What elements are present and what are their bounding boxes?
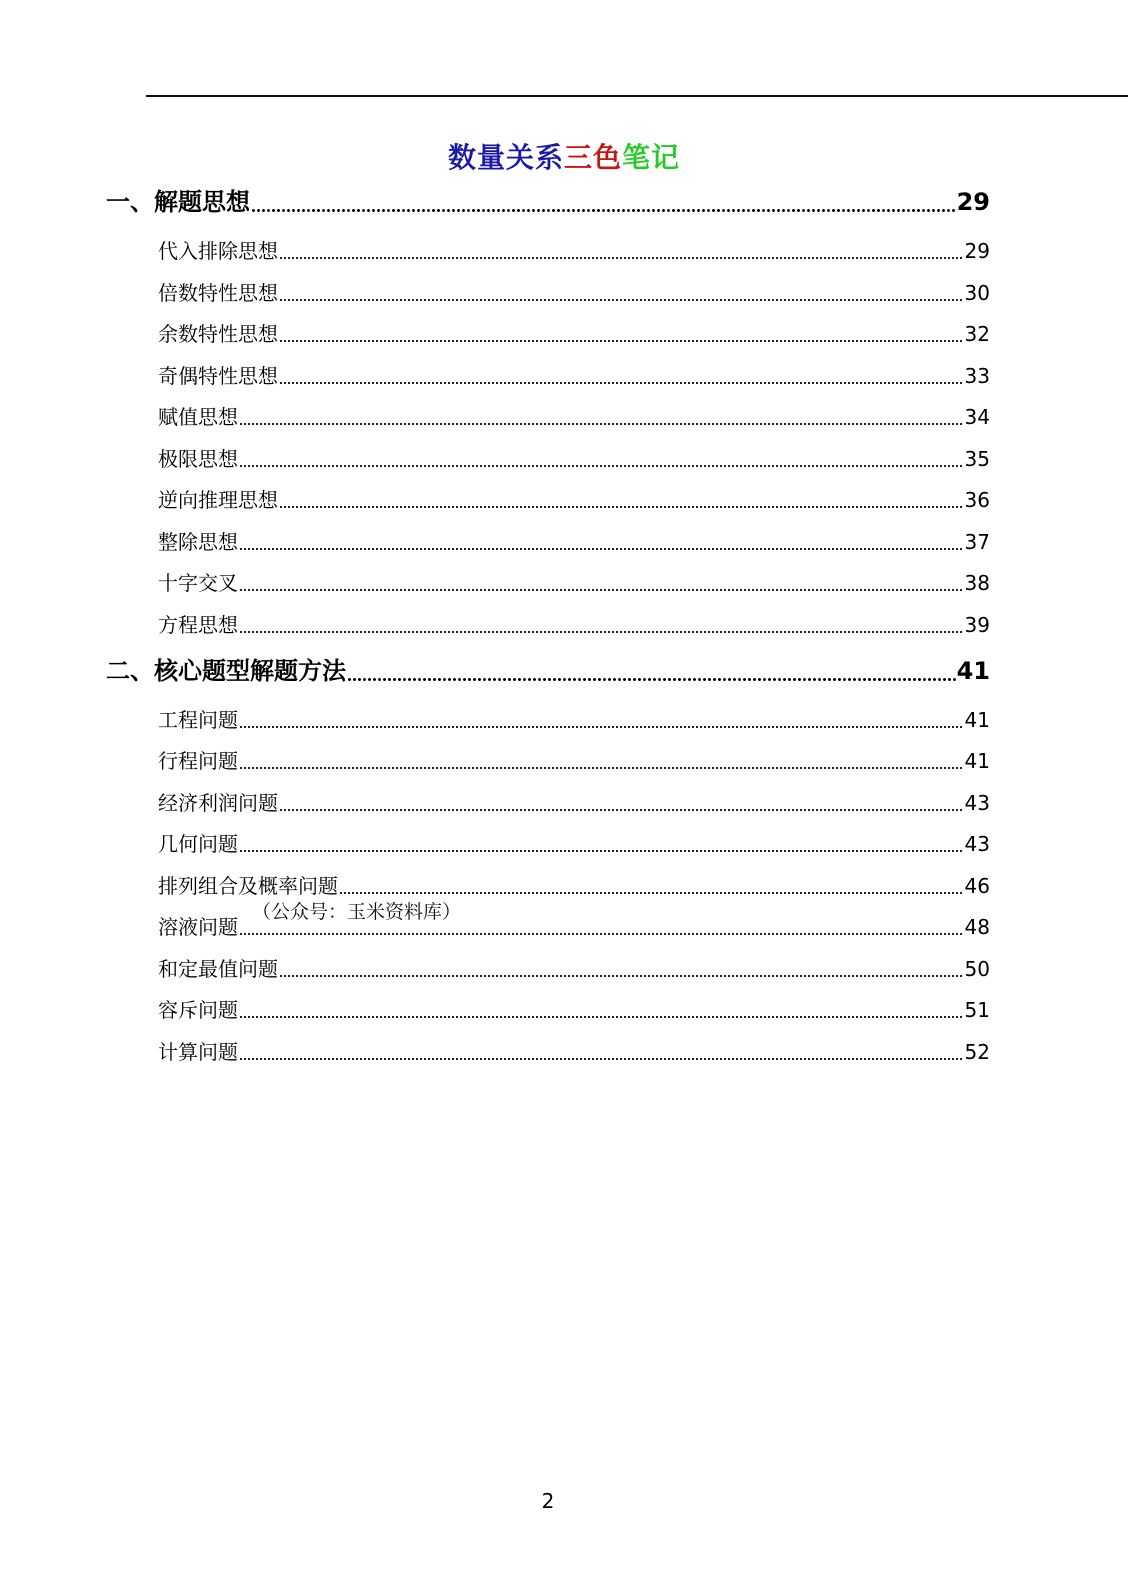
page-number: 2: [541, 1489, 555, 1513]
toc-entry-label: 极限思想: [158, 447, 238, 471]
dot-leader: [279, 505, 964, 509]
toc-entry-page: 35: [964, 447, 990, 471]
toc-entry[interactable]: [158, 236, 990, 266]
toc-entry[interactable]: [158, 568, 990, 598]
toc-entry[interactable]: [158, 361, 990, 391]
dot-leader: [279, 974, 964, 978]
toc-entry-label: 和定最值问题: [158, 957, 278, 981]
toc-entry[interactable]: [158, 995, 990, 1025]
document-title: [0, 138, 1128, 178]
toc-entry-page: 32: [964, 322, 990, 346]
toc-entry-page: 41: [964, 749, 990, 773]
toc-entry-label: 赋值思想: [158, 405, 238, 429]
toc-section-label: 一、解题思想: [106, 188, 250, 216]
dot-leader: [279, 381, 964, 385]
toc-entry-page: 46: [964, 874, 990, 898]
dot-leader: [239, 422, 964, 426]
toc-section-label: 二、核心题型解题方法: [106, 657, 346, 685]
toc-entry[interactable]: [158, 527, 990, 557]
toc-entry-label: 余数特性思想: [158, 322, 278, 346]
toc-entry-label: 计算问题: [158, 1040, 238, 1064]
toc-section-1[interactable]: [106, 184, 990, 220]
toc-entry-label: 逆向推理思想: [158, 488, 278, 512]
toc-entry-label: 行程问题: [158, 749, 238, 773]
dot-leader: [251, 208, 956, 213]
toc-entry-label: 代入排除思想: [158, 239, 278, 263]
toc-entry-label: 排列组合及概率问题: [158, 874, 338, 898]
dot-leader: [279, 256, 964, 260]
toc-entry-page: 38: [964, 571, 990, 595]
dot-leader: [239, 1015, 964, 1019]
dot-leader: [279, 339, 964, 343]
toc-entry[interactable]: [158, 402, 990, 432]
toc-entry[interactable]: [158, 788, 990, 818]
toc-entry-label: 溶液问题: [158, 915, 238, 939]
toc-entry-page: 48: [964, 915, 990, 939]
toc-entry[interactable]: [158, 610, 990, 640]
toc-entry-page: 29: [964, 239, 990, 263]
dot-leader: [339, 891, 964, 895]
toc-entry-page: 34: [964, 405, 990, 429]
toc-entry[interactable]: [158, 705, 990, 735]
toc-entry-label: 奇偶特性思想: [158, 364, 278, 388]
toc-entry-label: 整除思想: [158, 530, 238, 554]
dot-leader: [239, 630, 964, 634]
toc-entry[interactable]: [158, 746, 990, 776]
dot-leader: [239, 766, 964, 770]
dot-leader: [279, 298, 964, 302]
dot-leader: [239, 588, 964, 592]
toc-entry-page: 52: [964, 1040, 990, 1064]
dot-leader: [239, 849, 964, 853]
toc-section-2[interactable]: [106, 653, 990, 689]
toc-entry-label: 经济利润问题: [158, 791, 278, 815]
toc-entry-page: 30: [964, 281, 990, 305]
dot-leader: [239, 464, 964, 468]
toc-entry[interactable]: [158, 954, 990, 984]
toc-entry-label: 方程思想: [158, 613, 238, 637]
title-part-green: 笔记: [622, 141, 681, 174]
toc-entry[interactable]: [158, 485, 990, 515]
toc-section-page: 29: [956, 188, 990, 216]
toc-section-page: 41: [956, 657, 990, 685]
toc-entry-page: 37: [964, 530, 990, 554]
watermark-text: （公众号：玉米资料库）: [252, 901, 462, 923]
toc-entry[interactable]: [158, 871, 990, 901]
dot-leader: [279, 808, 964, 812]
dot-leader: [239, 725, 964, 729]
toc-entry-page: 51: [964, 998, 990, 1022]
header-rule: [146, 95, 1128, 97]
title-part-red: 三色: [563, 141, 622, 174]
dot-leader: [239, 932, 964, 936]
toc-entry-page: 33: [964, 364, 990, 388]
toc-entry-label: 十字交叉: [158, 571, 238, 595]
toc-entry-page: 36: [964, 488, 990, 512]
dot-leader: [239, 1057, 964, 1061]
toc-entry-page: 43: [964, 832, 990, 856]
toc-entry-label: 容斥问题: [158, 998, 238, 1022]
title-part-blue: 数量关系: [447, 141, 564, 174]
toc-entry-page: 43: [964, 791, 990, 815]
toc-entry[interactable]: [158, 1037, 990, 1067]
dot-leader: [239, 547, 964, 551]
dot-leader: [347, 677, 956, 682]
toc-entry-page: 39: [964, 613, 990, 637]
toc-entry-label: 几何问题: [158, 832, 238, 856]
toc-entry[interactable]: [158, 278, 990, 308]
toc-entry[interactable]: [158, 319, 990, 349]
toc-entry-label: 倍数特性思想: [158, 281, 278, 305]
toc-entry[interactable]: [158, 444, 990, 474]
toc-entry-page: 50: [964, 957, 990, 981]
toc-entry-label: 工程问题: [158, 708, 238, 732]
toc-entry[interactable]: [158, 829, 990, 859]
toc-entry-page: 41: [964, 708, 990, 732]
